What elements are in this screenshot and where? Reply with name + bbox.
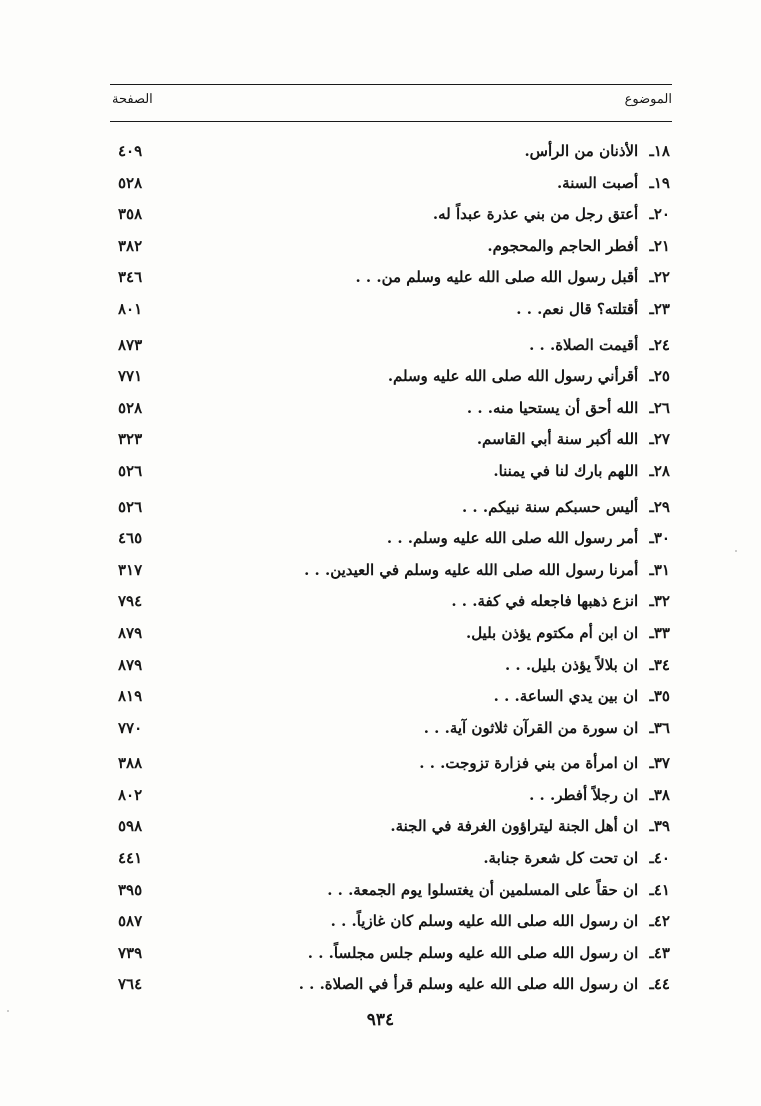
entry-page-number: ٥٢٨ <box>118 173 143 192</box>
entry-page-number: ٨٠٢ <box>118 785 143 804</box>
entry-number: ٤٢ـ <box>649 912 670 931</box>
entry-number: ٢٠ـ <box>649 205 670 224</box>
entry-number: ١٩ـ <box>649 173 670 192</box>
entry-title: أقيمت الصلاة. . . <box>529 335 639 354</box>
entry-page-number: ٥٢٨ <box>118 398 143 417</box>
page-number: ٩٣٤ <box>366 1010 395 1030</box>
entry-number: ٣٢ـ <box>649 592 670 611</box>
entry-page-number: ٣٨٨ <box>118 754 143 773</box>
index-entry <box>110 199 670 231</box>
index-entry <box>110 424 670 456</box>
entry-number: ٢٦ـ <box>649 398 670 417</box>
entry-number: ٢٣ـ <box>649 299 670 318</box>
entry-page-number: ٨١٩ <box>118 687 143 706</box>
entry-number: ٢٢ـ <box>649 268 670 287</box>
entry-page-number: ٣١٧ <box>118 560 143 579</box>
index-entry <box>110 906 670 938</box>
entry-page-number: ٧٧٠ <box>118 718 143 737</box>
index-entry <box>110 555 670 587</box>
entry-number: ٣٦ـ <box>649 718 670 737</box>
entry-number: ٣٨ـ <box>649 785 670 804</box>
entry-page-number: ٨٠١ <box>118 299 143 318</box>
entry-title: ان بين يدي الساعة. . . <box>493 687 639 706</box>
entry-number: ٣٩ـ <box>649 817 670 836</box>
entry-title: أمرنا رسول الله صلى الله عليه وسلم في العيدين. . . <box>304 560 639 579</box>
entry-page-number: ٣٢٣ <box>118 430 143 449</box>
table-header <box>110 84 672 122</box>
entry-title: ان حقاً على المسلمين أن يغتسلوا يوم الجمعة. . . <box>327 880 639 899</box>
entry-title: أقتلته؟ قال نعم. . . <box>516 299 639 318</box>
entry-title: الأذنان من الرأس. <box>524 142 639 160</box>
entry-page-number: ٧٦٤ <box>118 975 143 994</box>
index-entry <box>110 136 670 168</box>
entry-page-number: ٣٥٨ <box>118 205 143 224</box>
entry-title: ان رسول الله صلى الله عليه وسلم قرأ في الصلاة. . . <box>298 975 639 994</box>
index-entry <box>110 843 670 875</box>
entry-number: ١٨ـ <box>649 142 670 160</box>
entry-title: ان امرأة من بني فزارة تزوجت. . . <box>419 754 639 773</box>
entry-title: ان رسول الله صلى الله عليه وسلم كان غازياً. . . <box>330 912 639 931</box>
entry-number: ٤٠ـ <box>649 849 670 868</box>
index-entry <box>110 780 670 812</box>
entry-number: ٣٧ـ <box>649 754 670 773</box>
index-entry <box>110 811 670 843</box>
entry-number: ٢٩ـ <box>649 497 670 516</box>
entry-page-number: ٥٢٦ <box>118 497 143 516</box>
entry-number: ٣١ـ <box>649 560 670 579</box>
entry-number: ٢٧ـ <box>649 430 670 449</box>
entry-number: ٤٤ـ <box>649 975 670 994</box>
entry-title: ان رجلاً أفطر. . . <box>529 785 639 804</box>
index-entry <box>110 168 670 200</box>
entry-title: أعتق رجل من بني عذرة عبداً له. <box>432 205 639 224</box>
index-entry <box>110 650 670 682</box>
index-entry <box>110 231 670 263</box>
index-entry <box>110 492 670 524</box>
index-entry <box>110 875 670 907</box>
entry-page-number: ٨٧٣ <box>118 335 143 354</box>
entry-page-number: ٥٨٧ <box>118 912 143 931</box>
paper-speck <box>735 550 737 552</box>
index-entry <box>110 393 670 425</box>
entry-number: ٣٤ـ <box>649 655 670 674</box>
entry-page-number: ٥٩٨ <box>118 817 143 836</box>
entry-title: اللهم بارك لنا في يمننا. <box>493 461 639 480</box>
entry-page-number: ٣٨٢ <box>118 236 143 255</box>
entry-number: ٢١ـ <box>649 236 670 255</box>
topic-column-heading: الموضوع <box>624 92 672 107</box>
entry-title: ان سورة من القرآن ثلاثون آية. . . <box>423 718 639 737</box>
entry-number: ٤١ـ <box>649 880 670 899</box>
entry-page-number: ٤٠٩ <box>118 142 143 160</box>
entry-title: أليس حسبكم سنة نبيكم. . . <box>461 497 639 516</box>
entry-title: أفطر الحاجم والمحجوم. <box>487 236 639 255</box>
index-entry <box>110 586 670 618</box>
entry-title: أقرأني رسول الله صلى الله عليه وسلم. <box>387 367 639 386</box>
index-entry <box>110 969 670 1001</box>
entry-title: ان بلالاً يؤذن بليل. . . <box>504 655 639 674</box>
entry-number: ٢٨ـ <box>649 461 670 480</box>
entry-title: ان ابن أم مكتوم يؤذن بليل. <box>465 623 639 642</box>
entry-page-number: ٧٩٤ <box>118 592 143 611</box>
index-entries <box>110 136 670 1001</box>
index-entry <box>110 456 670 488</box>
entry-page-number: ٨٧٩ <box>118 623 143 642</box>
index-entry <box>110 618 670 650</box>
entry-title: ان رسول الله صلى الله عليه وسلم جلس مجلساً. . . <box>307 943 639 962</box>
entry-title: أقبل رسول الله صلى الله عليه وسلم من. . . <box>355 268 639 287</box>
entry-page-number: ٧٧١ <box>118 367 143 386</box>
entry-number: ٤٣ـ <box>649 943 670 962</box>
entry-page-number: ٨٧٩ <box>118 655 143 674</box>
entry-number: ٣٣ـ <box>649 623 670 642</box>
entry-page-number: ٣٤٦ <box>118 268 143 287</box>
entry-page-number: ٧٣٩ <box>118 943 143 962</box>
index-entry <box>110 294 670 326</box>
entry-number: ٢٤ـ <box>649 335 670 354</box>
entry-title: الله أحق أن يستحيا منه. . . <box>466 398 639 417</box>
paper-speck <box>7 1010 9 1012</box>
entry-number: ٢٥ـ <box>649 367 670 386</box>
entry-title: انزع ذهبها فاجعله في كفة. . . <box>451 592 639 611</box>
index-entry <box>110 361 670 393</box>
entry-number: ٣٥ـ <box>649 687 670 706</box>
entry-title: أصبت السنة. <box>556 173 639 192</box>
entry-page-number: ٤٤١ <box>118 849 143 868</box>
entry-title: أمر رسول الله صلى الله عليه وسلم. . . <box>386 529 639 548</box>
index-entry <box>110 681 670 713</box>
index-entry <box>110 748 670 780</box>
index-entry <box>110 523 670 555</box>
entry-page-number: ٥٢٦ <box>118 461 143 480</box>
index-entry <box>110 713 670 745</box>
index-entry <box>110 938 670 970</box>
index-entry <box>110 330 670 362</box>
entry-title: ان تحت كل شعرة جنابة. <box>483 849 639 868</box>
entry-page-number: ٤٦٥ <box>118 529 143 548</box>
entry-page-number: ٣٩٥ <box>118 880 143 899</box>
page-column-heading: الصفحة <box>112 92 153 107</box>
entry-title: ان أهل الجنة ليتراؤون الغرفة في الجنة. <box>390 817 639 836</box>
entry-number: ٣٠ـ <box>649 529 670 548</box>
entry-title: الله أكبر سنة أبي القاسم. <box>476 430 639 449</box>
index-entry <box>110 262 670 294</box>
